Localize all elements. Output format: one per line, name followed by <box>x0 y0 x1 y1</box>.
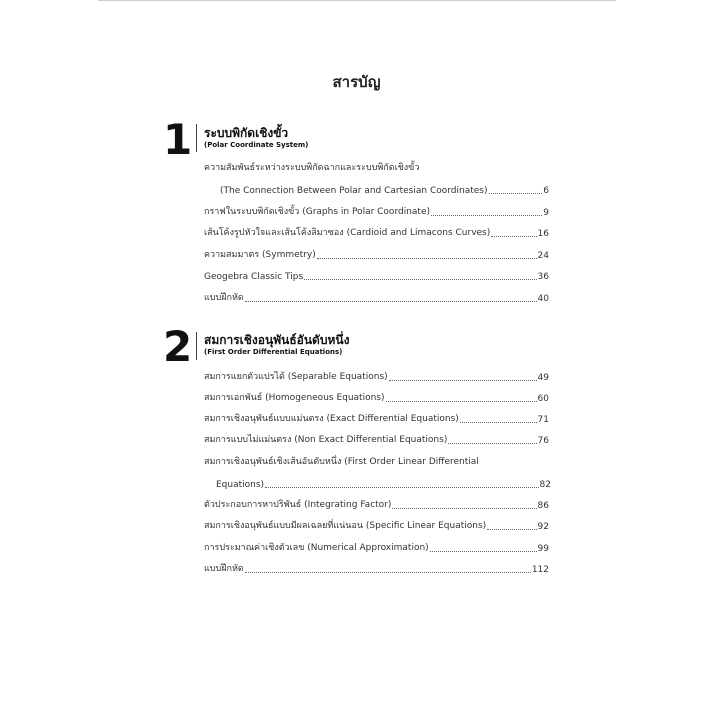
toc-entry-text: สมการแบบไม่แม่นตรง (Non Exact Differential Equations) <box>204 435 448 445</box>
page-title: สารบัญ <box>332 73 381 91</box>
leader-dots <box>430 551 537 552</box>
toc-entry[interactable] <box>204 497 549 511</box>
toc-page-number: 92 <box>537 522 549 532</box>
toc-page-number: 99 <box>537 544 549 554</box>
leader-dots <box>317 258 537 259</box>
toc-page-number: 71 <box>537 415 549 425</box>
toc-entry-text: เส้นโค้งรูปหัวใจและเส้นโค้งลิมาซอง (Cardioid and Limacons Curves) <box>204 228 491 238</box>
toc-entry-text: แบบฝึกหัด <box>204 293 244 303</box>
toc-page-number: 40 <box>537 294 549 304</box>
toc-entry-text: (The Connection Between Polar and Cartesian Coordinates) <box>220 186 488 196</box>
toc-entry-text: ความสมมาตร (Symmetry) <box>204 250 316 260</box>
toc-entry[interactable] <box>204 247 549 261</box>
toc-page-number: 16 <box>537 229 549 239</box>
toc-entry-text: สมการเชิงอนุพันธ์เชิงเส้นอันดับหนึ่ง (First Order Linear Differential <box>204 457 479 467</box>
toc-entry[interactable] <box>204 540 549 554</box>
chapter-number: 2 <box>163 322 193 371</box>
leader-dots <box>491 236 536 237</box>
leader-dots <box>489 193 543 194</box>
toc-entry-text: ตัวประกอบการหาปริพันธ์ (Integrating Factor) <box>204 500 392 510</box>
toc-entry[interactable] <box>204 411 549 425</box>
toc-entry[interactable] <box>204 160 549 174</box>
leader-dots <box>245 301 537 302</box>
toc-entry[interactable] <box>204 369 549 383</box>
top-rule <box>98 0 616 1</box>
toc-entry[interactable] <box>204 290 549 304</box>
toc-entry-text: ความสัมพันธ์ระหว่างระบบพิกัดฉากและระบบพิกัดเชิงขั้ว <box>204 163 420 173</box>
toc-page-number: 82 <box>539 480 551 490</box>
toc-entry-text: การประมาณค่าเชิงตัวเลข (Numerical Approximation) <box>204 543 429 553</box>
toc-page-number: 86 <box>537 501 549 511</box>
toc-page-number: 76 <box>537 436 549 446</box>
toc-entry-text: สมการเชิงอนุพันธ์แบบมีผลเฉลยที่แน่นอน (Specific Linear Equations) <box>204 521 487 531</box>
chapter-title: สมการเชิงอนุพันธ์อันดับหนึ่ง <box>204 333 350 347</box>
toc-page-number: 6 <box>543 186 549 196</box>
chapter-divider <box>196 124 197 152</box>
toc-entry[interactable] <box>204 204 549 218</box>
toc-entry[interactable] <box>204 182 549 196</box>
leader-dots <box>389 380 537 381</box>
leader-dots <box>304 279 536 280</box>
toc-page-number: 9 <box>543 208 549 218</box>
toc-entry-text: Equations) <box>216 480 265 490</box>
leader-dots <box>448 443 536 444</box>
leader-dots <box>245 572 531 573</box>
chapter-number: 1 <box>163 115 193 164</box>
toc-entry-text: สมการเอกพันธ์ (Homogeneous Equations) <box>204 393 385 403</box>
toc-entry[interactable] <box>204 432 549 446</box>
chapter-subtitle: (First Order Differential Equations) <box>204 348 343 356</box>
chapter-subtitle: (Polar Coordinate System) <box>204 141 309 149</box>
toc-page-number: 36 <box>537 272 549 282</box>
toc-page-number: 24 <box>537 251 549 261</box>
toc-entry[interactable] <box>204 476 551 490</box>
toc-entry[interactable] <box>204 268 549 282</box>
toc-entry-text: กราฟในระบบพิกัดเชิงขั้ว (Graphs in Polar Coordinate) <box>204 207 430 217</box>
toc-page-number: 112 <box>531 565 549 575</box>
chapter-title: ระบบพิกัดเชิงขั้ว <box>204 126 289 140</box>
leader-dots <box>392 508 536 509</box>
toc-entry-text: สมการเชิงอนุพันธ์แบบแม่นตรง (Exact Differential Equations) <box>204 414 459 424</box>
chapter-divider <box>196 332 197 360</box>
toc-entry[interactable] <box>204 454 549 468</box>
leader-dots <box>386 401 537 402</box>
leader-dots <box>487 529 536 530</box>
toc-entry-text: สมการแยกตัวแปรได้ (Separable Equations) <box>204 372 388 382</box>
toc-entry[interactable] <box>204 561 549 575</box>
toc-page-number: 60 <box>537 394 549 404</box>
toc-entry[interactable] <box>204 225 549 239</box>
toc-entry[interactable] <box>204 390 549 404</box>
toc-entry-text: แบบฝึกหัด <box>204 564 244 574</box>
toc-entry-text: Geogebra Classic Tips <box>204 272 304 282</box>
toc-page-number: 49 <box>537 373 549 383</box>
leader-dots <box>265 487 538 488</box>
leader-dots <box>460 422 537 423</box>
leader-dots <box>431 215 542 216</box>
toc-entry[interactable] <box>204 518 549 532</box>
